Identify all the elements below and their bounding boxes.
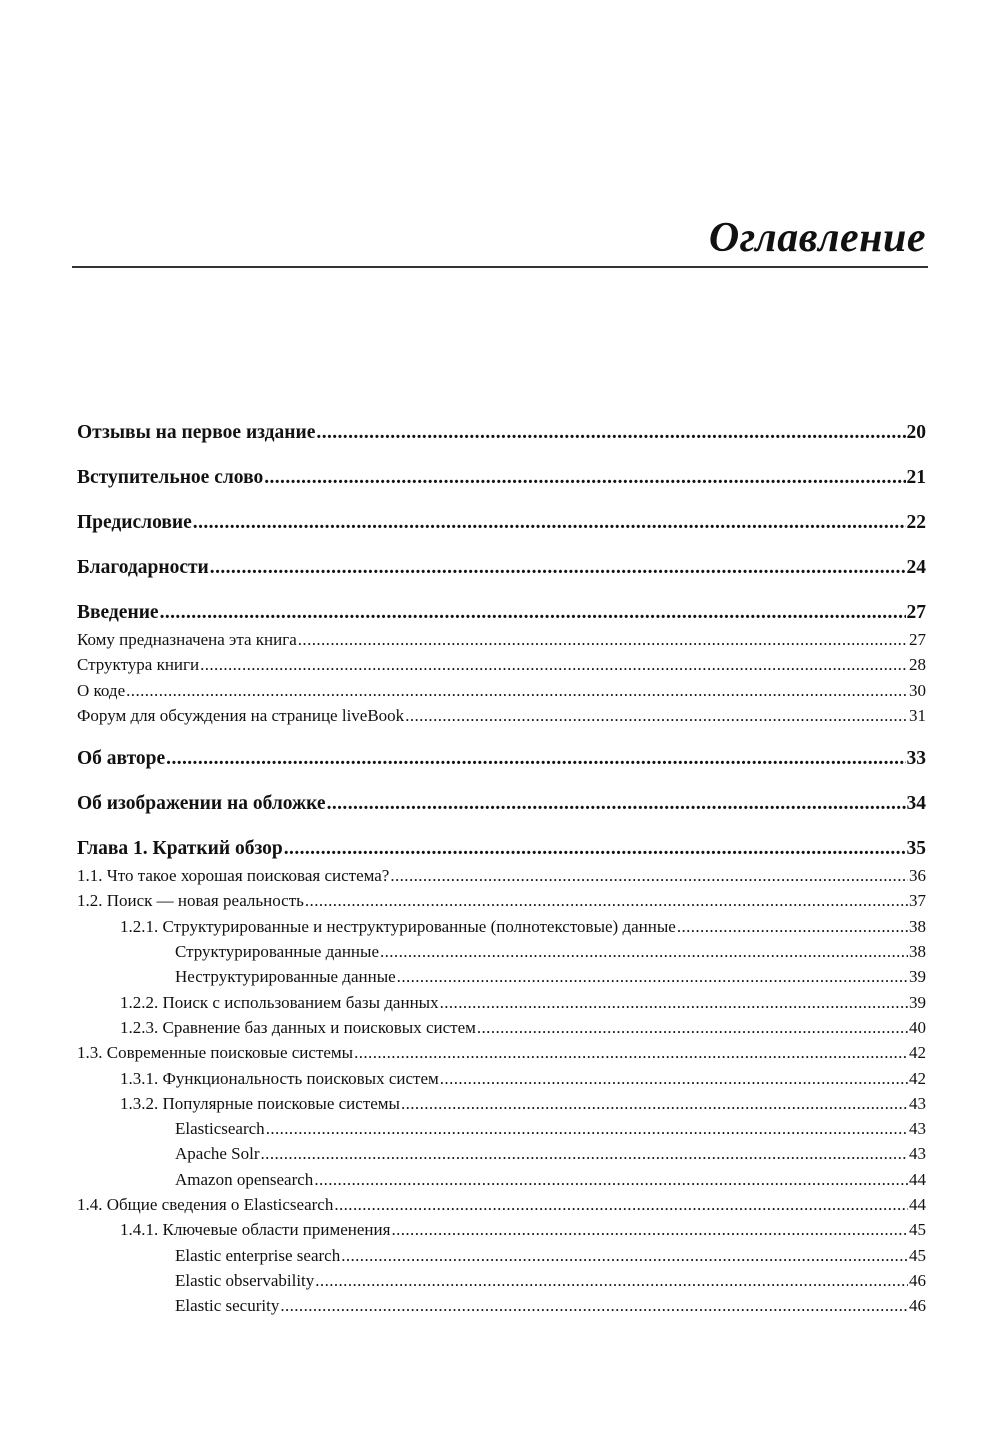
dot-leader: [264, 463, 905, 492]
toc-subsection-entry[interactable]: [77, 1268, 926, 1293]
title-divider: [72, 266, 928, 268]
toc-page-number: 33: [906, 748, 926, 770]
dot-leader: [390, 863, 908, 888]
dot-leader: [298, 627, 908, 652]
toc-page-number: 39: [909, 992, 926, 1012]
dot-leader: [327, 789, 906, 818]
toc-subsection-entry[interactable]: [77, 678, 926, 703]
toc-entry-title: 1.2.3. Сравнение баз данных и поисковых систем: [120, 1017, 476, 1037]
toc-page-number: 22: [906, 512, 926, 533]
toc-entry-title: 1.2. Поиск — новая реальность: [77, 891, 304, 911]
dot-leader: [305, 888, 908, 913]
toc-entry-title: Elastic security: [175, 1296, 280, 1316]
toc-page-number: 24: [906, 557, 926, 578]
toc-entry-title: 1.1. Что такое хорошая поисковая система?: [77, 866, 390, 886]
toc-entry-title: Предисловие: [77, 512, 192, 533]
toc-subsection-entry[interactable]: [77, 1066, 926, 1091]
dot-leader: [477, 1015, 908, 1040]
toc-page-number: 34: [906, 793, 926, 815]
dot-leader: [677, 914, 908, 939]
dot-leader: [200, 652, 908, 677]
toc-page-number: 46: [909, 1270, 926, 1290]
toc-entry-title: Форум для обсуждения на странице liveBook: [77, 705, 405, 725]
toc-subsection-entry[interactable]: [77, 1243, 926, 1268]
dot-leader: [210, 553, 906, 582]
toc-page-number: 43: [909, 1093, 926, 1113]
toc-page-number: 43: [909, 1144, 926, 1164]
dot-leader: [401, 1091, 908, 1116]
toc-entry-title: 1.2.2. Поиск с использованием базы данных: [120, 992, 439, 1012]
dot-leader: [266, 1116, 908, 1141]
dot-leader: [280, 1293, 908, 1318]
toc-subsection-entry[interactable]: [77, 627, 926, 652]
toc-subsection-entry[interactable]: [77, 1091, 926, 1116]
toc-page-number: 42: [909, 1068, 926, 1088]
dot-leader: [261, 1141, 908, 1166]
toc-subsection-entry[interactable]: [77, 703, 926, 728]
dot-leader: [334, 1192, 908, 1217]
toc-entry-title: 1.2.1. Структурированные и неструктурированные (полнотекстовые) данные: [120, 916, 676, 936]
toc-section-entry[interactable]: [77, 834, 926, 863]
toc-page-number: 36: [909, 866, 926, 886]
toc-subsection-entry[interactable]: [77, 914, 926, 939]
toc-page-number: 20: [906, 422, 926, 443]
toc-subsection-entry[interactable]: [77, 1192, 926, 1217]
toc-entry-title: Elasticsearch: [175, 1119, 265, 1139]
dot-leader: [354, 1040, 908, 1065]
toc-page-number: 45: [909, 1245, 926, 1265]
toc-page-number: 31: [909, 705, 926, 725]
toc-subsection-entry[interactable]: [77, 1141, 926, 1166]
dot-leader: [126, 678, 908, 703]
toc-page-number: 45: [909, 1220, 926, 1240]
toc-subsection-entry[interactable]: [77, 1015, 926, 1040]
toc-entry-title: Благодарности: [77, 557, 209, 578]
table-of-contents: [77, 418, 926, 1319]
toc-subsection-entry[interactable]: [77, 1217, 926, 1242]
toc-section-entry[interactable]: [77, 553, 926, 582]
toc-entry-title: Глава 1. Краткий обзор: [77, 838, 283, 860]
dot-leader: [284, 834, 906, 863]
dot-leader: [166, 744, 905, 773]
toc-page-number: 44: [909, 1195, 926, 1215]
toc-entry-title: 1.4.1. Ключевые области применения: [120, 1220, 391, 1240]
dot-leader: [314, 1167, 908, 1192]
page-title: Оглавление: [708, 215, 926, 261]
toc-subsection-entry[interactable]: [77, 1040, 926, 1065]
toc-subsection-entry[interactable]: [77, 990, 926, 1015]
toc-entry-title: Отзывы на первое издание: [77, 422, 316, 443]
toc-entry-title: Apache Solr: [175, 1144, 260, 1164]
toc-section-entry[interactable]: [77, 744, 926, 773]
toc-page-number: 27: [906, 602, 926, 623]
toc-entry-title: Вступительное слово: [77, 467, 264, 488]
dot-leader: [315, 1268, 908, 1293]
toc-entry-title: Amazon opensearch: [175, 1169, 314, 1189]
dot-leader: [440, 1066, 908, 1091]
toc-subsection-entry[interactable]: [77, 652, 926, 677]
dot-leader: [405, 703, 908, 728]
toc-page-number: 27: [909, 630, 926, 649]
dot-leader: [380, 939, 908, 964]
toc-subsection-entry[interactable]: [77, 888, 926, 913]
toc-page-number: 21: [906, 467, 926, 488]
toc-entry-title: Elastic enterprise search: [175, 1245, 341, 1265]
toc-page-number: 43: [909, 1119, 926, 1139]
toc-page-number: 28: [909, 655, 926, 675]
dot-leader: [397, 964, 908, 989]
toc-subsection-entry[interactable]: [77, 964, 926, 989]
toc-entry-title: Структура книги: [77, 655, 200, 675]
toc-page-number: 37: [909, 891, 926, 911]
toc-page-number: 38: [909, 916, 926, 936]
toc-entry-title: Неструктурированные данные: [175, 967, 396, 987]
toc-entry-title: Структурированные данные: [175, 942, 379, 962]
dot-leader: [193, 508, 906, 537]
toc-page-number: 38: [909, 942, 926, 962]
toc-entry-title: Об изображении на обложке: [77, 793, 326, 815]
dot-leader: [341, 1243, 908, 1268]
toc-subsection-entry[interactable]: [77, 863, 926, 888]
toc-page-number: 42: [909, 1043, 926, 1063]
toc-subsection-entry[interactable]: [77, 1116, 926, 1141]
toc-entry-title: Кому предназначена эта книга: [77, 630, 297, 649]
dot-leader: [316, 418, 905, 447]
toc-entry-title: 1.3.2. Популярные поисковые системы: [120, 1093, 400, 1113]
toc-entry-title: 1.3. Современные поисковые системы: [77, 1043, 354, 1063]
toc-section-entry[interactable]: [77, 463, 926, 492]
dot-leader: [440, 990, 908, 1015]
toc-page-number: 30: [909, 680, 926, 700]
toc-entry-title: Об авторе: [77, 748, 166, 770]
toc-subsection-entry[interactable]: [77, 1167, 926, 1192]
toc-section-entry[interactable]: [77, 789, 926, 818]
toc-entry-title: 1.4. Общие сведения о Elasticsearch: [77, 1195, 334, 1215]
dot-leader: [391, 1217, 908, 1242]
toc-section-entry[interactable]: [77, 508, 926, 537]
toc-entry-title: Elastic observability: [175, 1270, 315, 1290]
toc-entry-title: Введение: [77, 602, 159, 623]
toc-subsection-entry[interactable]: [77, 1293, 926, 1318]
toc-section-entry[interactable]: [77, 418, 926, 447]
dot-leader: [160, 598, 906, 627]
toc-page-number: 44: [909, 1169, 926, 1189]
toc-entry-title: О коде: [77, 680, 126, 700]
toc-page-number: 46: [909, 1296, 926, 1316]
toc-section-entry[interactable]: [77, 598, 926, 627]
toc-subsection-entry[interactable]: [77, 939, 926, 964]
toc-page-number: 39: [909, 967, 926, 987]
toc-page-number: 35: [906, 838, 926, 860]
toc-page-number: 40: [909, 1017, 926, 1037]
toc-entry-title: 1.3.1. Функциональность поисковых систем: [120, 1068, 439, 1088]
